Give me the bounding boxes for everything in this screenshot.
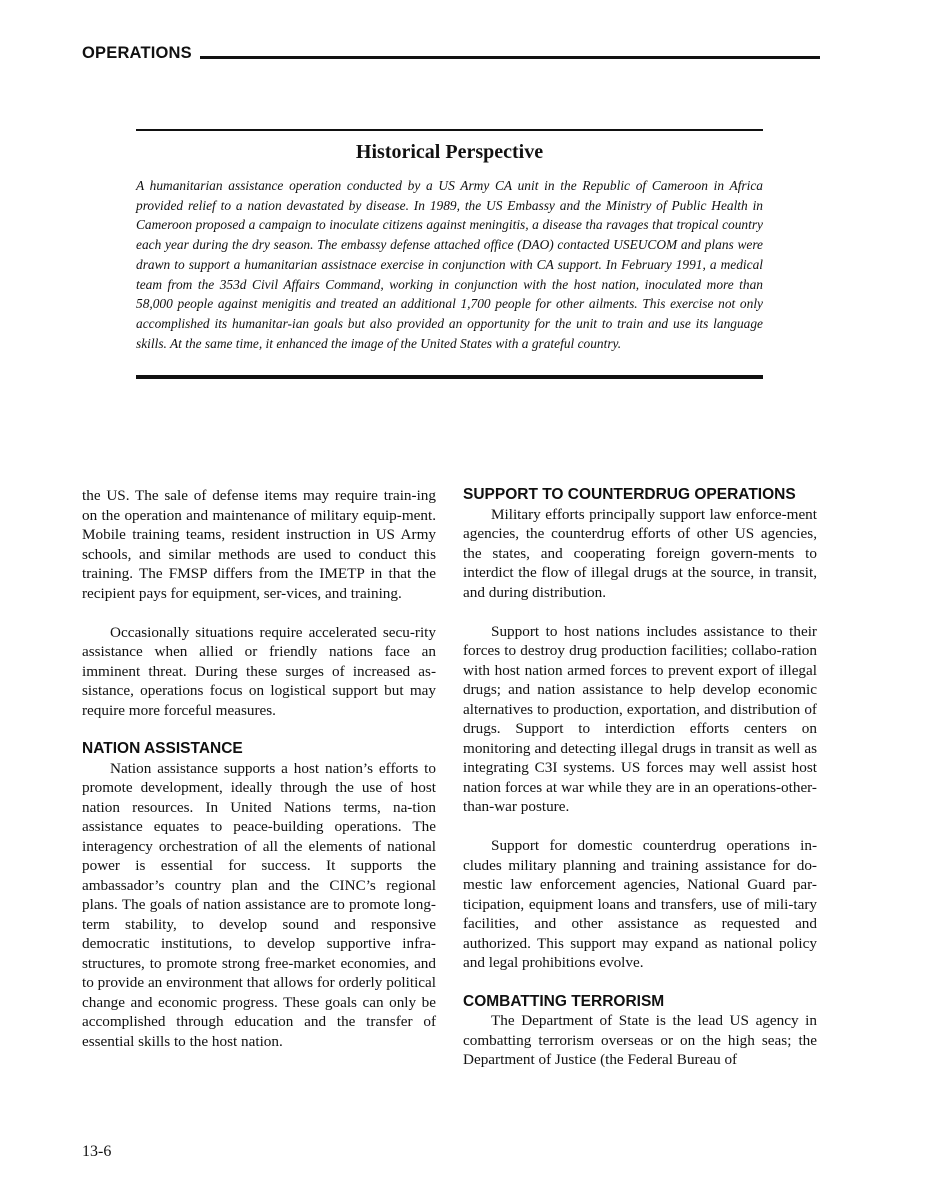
historical-perspective-title: Historical Perspective	[355, 141, 544, 163]
page-header	[82, 40, 820, 62]
paragraph-nation-assistance: Nation assistance supports a host nation’s efforts to promote development, ideally through the use of host nation resources. In United Nations terms, na-tion assistance equates to peace-building operations. The interagency orchestration of all the elements of national power is essential for success. It supports the ambassador’s country plan and the CINC’s regional plans. The goals of nation assistance are to promote long-term stability, to develop sound and responsive democratic institutions, to develop supportive infra-structures, to promote strong free-market economies, and to provide an environment that allows for orderly political change and economic progress. These goals can only be accomplished through education and the transfer of essential skills to the host nation.	[82, 759, 436, 1050]
paragraph-accelerated-assistance: Occasionally situations require accelerated secu-rity assistance when allied or friendly nations face an imminent threat. During these surges of increased as-sistance, operations focus on logistical support but may require more forceful measures.	[82, 623, 436, 719]
paragraph-counterdrug-efforts: Military efforts principally support law enforce-ment agencies, the counterdrug efforts of other US agencies, the states, and cooperating foreign govern-ments to interdict the flow of illegal drugs at the source, in transit, and during distribution.	[463, 505, 817, 601]
historical-perspective-box	[136, 129, 763, 379]
paragraph-host-nation-support: Support to host nations includes assistance to their forces to destroy drug production facilities; collabo-ration with host nation armed forces to prevent export of illegal drugs; and nation assistance to help develop economic alternatives to production, exportation, and distribution of drugs. Support to interdiction efforts centers on monitoring and detecting illegal drugs in transit as well as integrating C3I systems. US forces may well assist host nation forces at war while they are in an operations-other-than-war posture.	[463, 622, 817, 815]
paragraph-domestic-counterdrug: Support for domestic counterdrug operations in-cludes military planning and training assistance for do-mestic law enforcement agencies, National Guard par-ticipation, equipment loans and transfers, use of mili-tary facilities, and other assistance as requested and authorized. This support may expand as national policy and legal prohibitions evolve.	[463, 837, 817, 971]
header-rule	[200, 56, 820, 59]
paragraph-department-of-state: The Department of State is the lead US agency in combatting terrorism overseas or on the high seas; the Department of Justice (the Federal Bureau of	[463, 1012, 817, 1068]
box-top-rule	[136, 129, 763, 131]
box-bottom-rule	[136, 375, 763, 379]
historical-perspective-body: A humanitarian assistance operation conducted by a US Army CA unit in the Republic of Cameroon in Africa provided relief to a nation devastated by disease. In 1989, the US Embassy and the Ministry of Public Health in Cameroon proposed a campaign to inoculate citizens against meningitis, a disease tha ravages that tropical country each year during the dry season. The embassy defense attached office (DAO) contacted USEUCOM and plans were drawn to support a humanitarian assistnace exercise in conjunction with CA support. In February 1991, a medical team from the 353d Civil Affairs Command, working in conjunction with the host nation, inoculated more than 58,000 people against menigitis and treated an additional 1,700 people for other ailments. This exercise not only accomplished its humanitar-ian goals but also provided an opportunity for the unit to train and use its language skills. At the same time, it enhanced the image of the United States with a grateful country.	[136, 178, 763, 351]
right-column	[463, 486, 817, 1070]
left-column	[82, 486, 436, 1051]
paragraph-fmsp-training: the US. The sale of defense items may require train-ing on the operation and maintenance of military equip-ment. Mobile training teams, resident instruction in US Army schools, and similar methods are used to conduct this training. The FMSP differs from the IMETP in that the recipient pays for equipment, ser-vices, and training.	[82, 487, 436, 602]
heading-support-to-counterdrug: SUPPORT TO COUNTERDRUG OPERATIONS	[463, 486, 796, 503]
running-header-section: OPERATIONS	[82, 44, 192, 62]
heading-nation-assistance: NATION ASSISTANCE	[82, 740, 243, 757]
heading-combatting-terrorism: COMBATTING TERRORISM	[463, 992, 665, 1010]
page-number: 13-6	[82, 1143, 112, 1160]
